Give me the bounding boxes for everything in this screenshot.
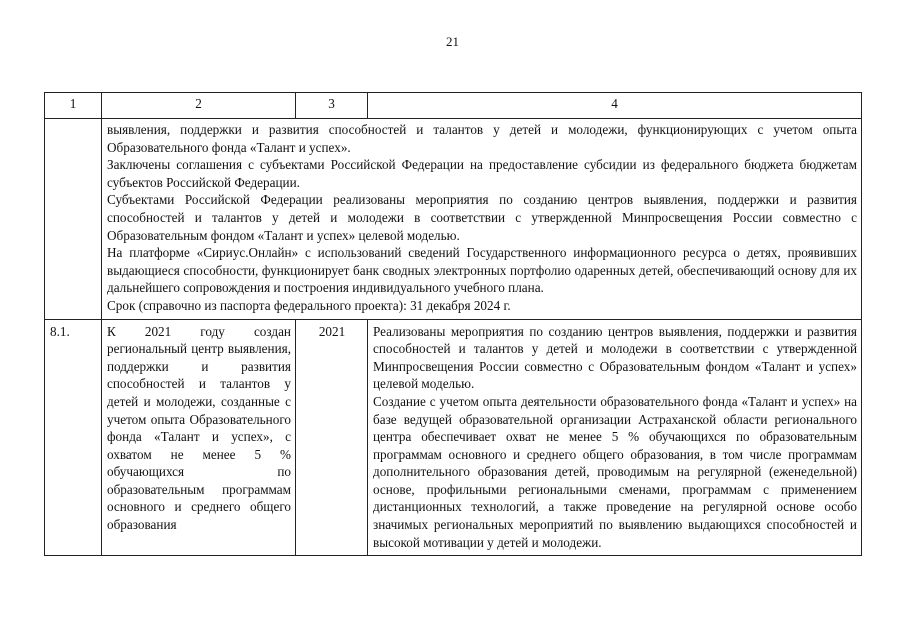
continuation-number-cell xyxy=(45,119,102,320)
continuation-text-cell xyxy=(102,119,862,320)
table-row xyxy=(45,319,862,556)
column-header-1: 1 xyxy=(45,93,102,119)
item-result-paragraph: Создание с учетом опыта деятельности образовательного фонда «Талант и успех» на базе ведущей образовательной организации Астраханской области регионального центра обеспечивает охват не менее 5 % обучающихся по образовательным программам основного и среднего общего образования, в том числе программам дополнительного образования детей, проводимым на регулярной (еженедельной) основе, профильными региональными сменами, программам с применением дистанционных технологий, а также проведение на регулярной основе особо значимых региональных мероприятий по выявлению выдающихся способностей и высокой мотивации у детей и молодежи. xyxy=(373,393,857,550)
item-results-cell xyxy=(368,319,862,556)
column-header-2: 2 xyxy=(102,93,296,119)
header-row xyxy=(45,93,862,119)
item-result-paragraph: Реализованы мероприятия по созданию центров выявления, поддержки и развития способностей и талантов у детей и молодежи в соответствии с утвержденной Минпросвещения России совместно с Образовательным фондом «Талант и успех» целевой моделью. xyxy=(373,323,857,392)
continuation-paragraph: выявления, поддержки и развития способностей и талантов у детей и молодежи, функционирующих с учетом опыта Образовательного фонда «Талант и успех». xyxy=(107,122,857,155)
column-header-4: 4 xyxy=(368,93,862,119)
page-number: 21 xyxy=(446,34,459,49)
data-table xyxy=(44,92,862,556)
column-header-3: 3 xyxy=(296,93,368,119)
continuation-paragraph: Субъектами Российской Федерации реализованы мероприятия по созданию центров выявления, поддержки и развития способностей и талантов у детей и молодежи в соответствии с утвержденной Минпросвещения России совместно с Образовательным фондом «Талант и успех» целевой моделью. xyxy=(107,192,857,243)
continuation-paragraph: Заключены соглашения с субъектами Российской Федерации на предоставление субсидии из федерального бюджета бюджетам субъектов Российской Федерации. xyxy=(107,157,857,190)
item-description: К 2021 году создан региональный центр выявления, поддержки и развития способностей и талантов у детей и молодежи, созданные с учетом опыта Образовательного фонда «Талант и успех», с охватом не менее 5 % обучающихся по образовательным программам основного и среднего общего образования xyxy=(102,319,296,556)
continuation-paragraph: Срок (справочно из паспорта федерального проекта): 31 декабря 2024 г. xyxy=(107,297,511,313)
continuation-row xyxy=(45,119,862,320)
continuation-paragraph: На платформе «Сириус.Онлайн» с использований сведений Государственного информационного ресурса о детях, проявивших выдающиеся способности, функционирует банк сводных электронных портфолио одаренных детей, обеспечивающий основу для их дальнейшего сопровождения и построения индивидуального учебного плана. xyxy=(107,245,857,296)
item-number: 8.1. xyxy=(45,319,102,556)
item-year: 2021 xyxy=(296,319,368,556)
